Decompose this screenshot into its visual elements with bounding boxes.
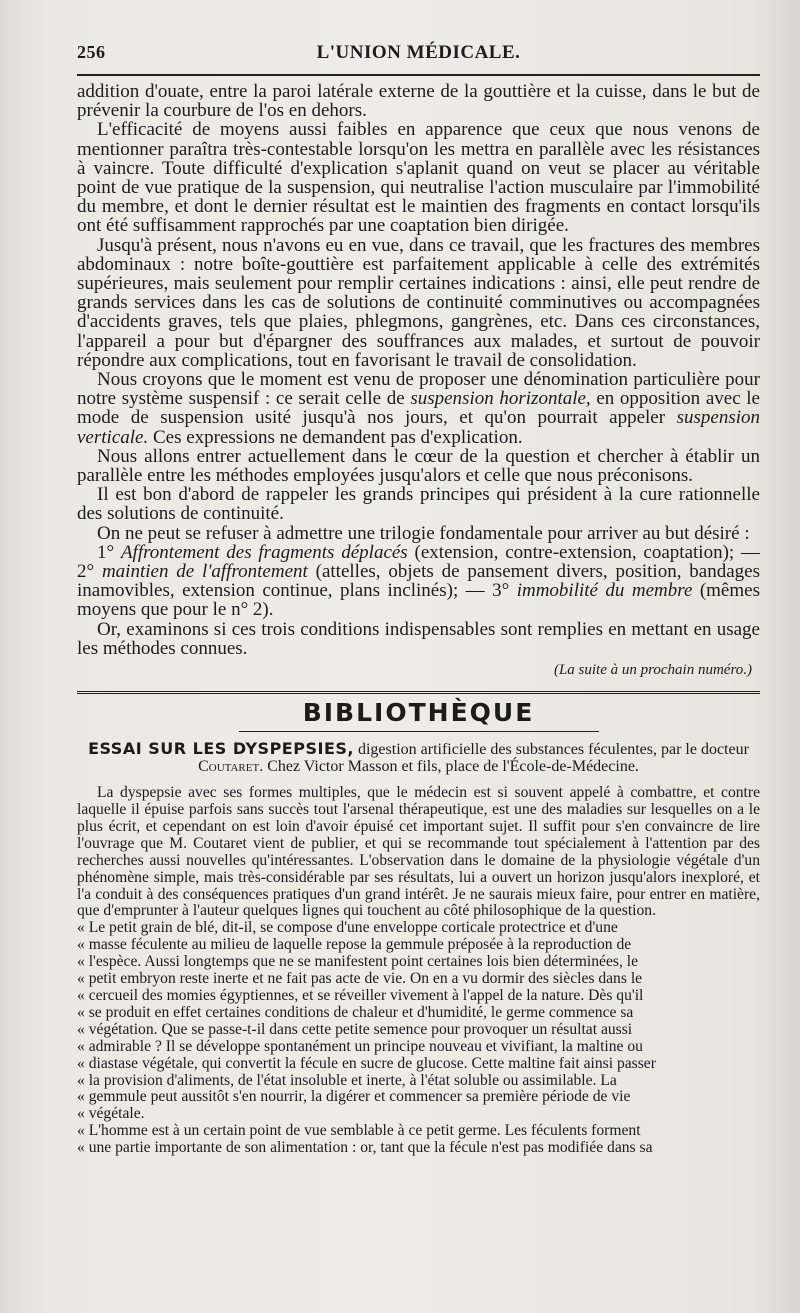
article-paragraph: Or, examinons si ces trois conditions indispensables sont remplies en mettant en usage les méthodes connues.	[77, 618, 760, 659]
article-paragraph: addition d'ouate, entre la paroi latérale externe de la gouttière et la cuisse, dans le but de prévenir la courbure de l'os en dehors.	[77, 81, 760, 122]
quote-line: « Le petit grain de blé, dit-il, se compose d'une enveloppe corticale protectrice et d'une	[77, 919, 618, 937]
quote-line: « diastase végétale, qui convertit la fécule en sucre de glucose. Cette maltine fait ainsi passer	[77, 1054, 656, 1072]
quote-line: « la provision d'aliments, de l'état insoluble et inerte, à l'état soluble ou assimilable. La	[77, 1071, 617, 1089]
quote-line: « L'homme est à un certain point de vue semblable à ce petit germe. Les féculents forment	[77, 1122, 641, 1140]
item-number: 3°	[492, 580, 510, 602]
emphasis-term: maintien de l'affrontement	[101, 561, 308, 583]
article-paragraph: Jusqu'à présent, nous n'avons eu en vue, dans ce travail, que les fractures des membres abdominaux : notre boîte-gouttière est parfaitement applicable à celle des extrémités supérieures, mais seulement pour remplir certaines indications : ainsi, elle peut rendre de grands services dans les cas de solutions de continuité comminutives ou accompagnées d'accidents graves, tels que plaies, phlegmons, gangrènes, etc. Dans ces circonstances, l'appareil a pour but d'épargner des souffrances aux malades, et surtout de pouvoir répondre aux complications, tout en favorisant le travail de consolidation.	[77, 234, 760, 371]
article-text: (attelles, objets de pansement divers, position, bandages inamovibles, extension continue, plans inclinés); —	[77, 561, 760, 602]
article-text: Ces expressions ne demandent pas d'explication.	[148, 426, 523, 448]
section-title: BIBLIOTHÈQUE	[302, 698, 535, 728]
quote-line: « une partie importante de son alimentation : or, tant que la fécule n'est pas modifiée dans sa	[77, 1139, 653, 1157]
quote-line: « l'espèce. Aussi longtemps que ne se manifestent point certaines lois bien déterminées, le	[77, 953, 639, 971]
journal-title: L'UNION MÉDICALE.	[316, 42, 521, 63]
trilogy-paragraph	[77, 543, 760, 620]
article-paragraph: Nous allons entrer actuellement dans le cœur de la question et chercher à établir un parallèle entre les méthodes employées jusqu'alors et celle que nous préconisons.	[77, 445, 760, 487]
review-paragraph: La dyspepsie avec ses formes multiples, que le médecin est si souvent appelé à combattre, et contre laquelle il épuise parfois sans succès tout l'arsenal thérapeutique, est une des maladies sur lesquelles on a le plus écrit, et cependant on est loin d'avoir épuisé cet important sujet. Il suffit pour s'en convaincre de lire l'ouvrage que M. Coutaret vient de publier, et qui se recommande tout spécialement à l'attention par des recherches aussi nouvelles qu'intéressantes. L'observation dans le domaine de la physiologie végétale d'un phénomène simple, mais très-considérable par ses résultats, lui a ouvert un horizon jusqu'alors inexploré, et l'a conduit à des conséquences pratiques d'un grand intérêt. Je ne saurais mieux faire, pour entrer en matière, que d'emprunter à l'auteur quelques lignes qui touchent au côté philosophique de la question.	[77, 784, 760, 920]
page-number: 256	[77, 42, 106, 62]
emphasis-term: suspension verticale.	[77, 407, 760, 448]
review-quote	[77, 1123, 760, 1157]
review-quote	[77, 920, 760, 1123]
article-paragraph: L'efficacité de moyens aussi faibles en apparence que ceux que nous venons de mentionner paraîtra très-contestable lorsqu'on les mettra en parallèle avec les résistances à vaincre. Toute difficulté d'explication s'aplanit quand on veut se placer au véritable point de vue pratique de la suspension, qui neutralise l'action musculaire par l'immobilité du membre, et dont le dernier résultat est le maintien des fragments en contact lorsqu'ils ont été suffisamment rapprochés par une coaptation bien dirigée.	[77, 119, 760, 237]
quote-line: « admirable ? Il se développe spontanément un principe nouveau et vivifiant, la maltine ou	[77, 1037, 643, 1055]
review-author: Coutaret.	[198, 758, 264, 776]
emphasis-term: immobilité du membre	[516, 580, 693, 602]
article-paragraph: Il est bon d'abord de rappeler les grands principes qui président à la cure rationnelle des solutions de continuité.	[77, 484, 760, 525]
item-number: 1°	[97, 541, 115, 563]
quote-line: « se produit en effet certaines conditions de chaleur et d'humidité, le germe commence sa	[77, 1003, 634, 1021]
article-text: (extension, contre-extension, coaptation); —	[407, 541, 760, 563]
article-text: en opposition avec le mode de suspension usité jusqu'à nos jours, et qu'on pourrait appeler	[77, 388, 760, 429]
section-title-rule	[239, 731, 599, 732]
quote-line: « gemmule peut aussitôt s'en nourrir, la digérer et commencer sa première période de vie	[77, 1088, 631, 1106]
review-heading	[77, 740, 760, 775]
emphasis-term: Affrontement des fragments déplacés	[120, 541, 408, 563]
review-publisher: Chez Victor Masson et fils, place de l'École-de-Médecine.	[263, 758, 639, 776]
quote-line: « petit embryon reste inerte et ne fait pas acte de vie. On en a vu dormir des siècles dans le	[77, 970, 643, 988]
article-paragraph	[77, 370, 760, 447]
section-divider	[77, 691, 760, 694]
quote-line: « végétation. Que se passe-t-il dans cette petite semence pour provoquer un résultat aussi	[77, 1020, 633, 1038]
continued-note: (La suite à un prochain numéro.)	[553, 662, 752, 679]
article-body	[77, 82, 760, 679]
review-title: ESSAI SUR LES DYSPEPSIES,	[88, 739, 354, 759]
article-paragraph: On ne peut se refuser à admettre une trilogie fondamentale pour arriver au but désiré :	[97, 522, 750, 544]
item-number: 2°	[77, 561, 95, 583]
quote-line: « masse féculente au milieu de laquelle repose la gemmule préposée à la reproduction de	[77, 936, 632, 954]
header-rule	[77, 74, 760, 76]
quote-line: « végétale.	[77, 1105, 145, 1123]
emphasis-term: suspension horizontale,	[410, 388, 591, 410]
review-body	[77, 785, 760, 1157]
quote-line: « cercueil des momies égyptiennes, et se réveiller vivement à l'appel de la nature. Dès qu'il	[77, 986, 644, 1004]
review-subtitle: digestion artificielle des substances féculentes, par le docteur	[353, 741, 749, 759]
article-text: Nous croyons que le moment est venu de proposer une dénomination particulière pour notre système suspensif : ce serait celle de	[77, 369, 760, 410]
running-head	[77, 42, 760, 72]
article-text: (mêmes moyens que pour le n° 2).	[77, 580, 760, 621]
